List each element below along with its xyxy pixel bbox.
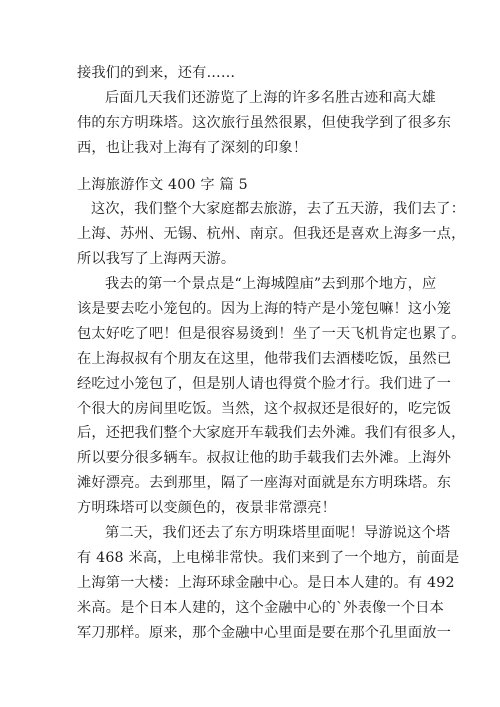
paragraph-line: 所以我写了上海两天游。	[77, 251, 236, 268]
paragraph-line: 这次，我们整个大家庭都去旅游，去了五天游，我们去了：	[91, 201, 466, 218]
section-gap	[77, 161, 431, 173]
paragraph-line: 个很大的房间里吃饭。当然，这个叔叔还是很好的，吃完饭	[77, 400, 452, 417]
paragraph-line: 经吃过小笼包了，但是别人请也得赏个脸才行。我们进了一	[77, 375, 452, 392]
paragraph-line: 在上海叔叔有个朋友在这里，他带我们去酒楼吃饭，虽然已	[77, 350, 452, 367]
document-body	[77, 61, 466, 645]
paragraph-line: 上海第一大楼：上海环球金融中心。是日本人建的。有 492	[77, 574, 455, 591]
paragraph-line: 军刀那样。原来，那个金融中心里面是要在那个孔里面放一	[77, 624, 452, 641]
section-title: 上海旅游作文 400 字 篇 5	[77, 176, 248, 193]
paragraph-line: 该是要去吃小笼包的。因为上海的特产是小笼包嘛！这小笼	[77, 301, 452, 318]
paragraph-line: 我去的第一个景点是“上海城隍庙”去到那个地方，应	[105, 276, 437, 293]
paragraph-line: 后，还把我们整个大家庭开车载我们去外滩。我们有很多人，	[77, 425, 466, 442]
paragraph-line: 第二天，我们还去了东方明珠塔里面呢！导游说这个塔	[105, 525, 451, 542]
intro-line: 西，也让我对上海有了深刻的印象！	[77, 139, 308, 156]
intro-line: 后面几天我们还游览了上海的许多名胜古迹和高大雄	[105, 89, 436, 106]
paragraph-line: 所以要分很多辆车。叔叔让他的助手载我们去外滩。上海外	[77, 450, 452, 467]
paragraph-line: 米高。是个日本人建的，这个金融中心的`外表像一个日本	[77, 599, 444, 616]
paragraph-line: 上海、苏州、无锡、杭州、南京。但我还是喜欢上海多一点，	[77, 226, 466, 243]
paragraph-line: 有 468 米高，上电梯非常快。我们来到了一个地方，前面是	[77, 549, 460, 566]
intro-line: 伟的东方明珠塔。这次旅行虽然很累，但使我学到了很多东	[77, 114, 452, 131]
paragraph-line: 包太好吃了吧！但是很容易烫到！坐了一天飞机肯定也累了。	[77, 325, 466, 342]
paragraph-line: 滩好漂亮。去到那里，隔了一座海对面就是东方明珠塔。东	[77, 475, 452, 492]
intro-line: 接我们的到来，还有……	[77, 65, 236, 81]
paragraph-line: 方明珠塔可以变颜色的，夜景非常漂亮！	[77, 500, 336, 517]
